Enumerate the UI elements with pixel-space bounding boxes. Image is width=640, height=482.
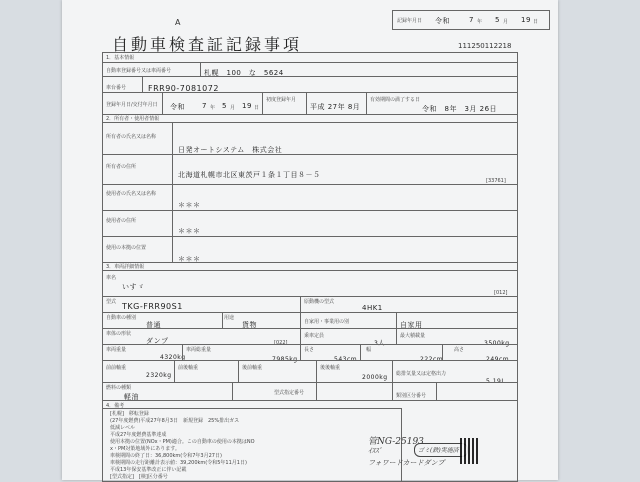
remark-line: 平成27年度燃費基準達成 <box>110 432 167 438</box>
displacement-value: 5.19L <box>486 378 506 385</box>
record-date-box: 記録年月日 令和 7 年 5 月 19 日 <box>392 10 550 30</box>
circled-handwritten-stamp: ゴミ(鉄)実施済 <box>414 443 468 457</box>
vin-label: 車台番号 <box>106 85 127 91</box>
maker-code: [012] <box>494 290 508 296</box>
length-value: 543cm <box>334 356 358 363</box>
remark-line: 低減レベル <box>110 425 136 431</box>
private-value: 自家用 <box>400 321 423 329</box>
kind-label: 自動車の種別 <box>106 315 137 321</box>
corner-mark: A <box>175 18 181 27</box>
serial-number: 111250112218 <box>458 42 512 50</box>
section-2-header: 2．所有者・使用者情報 <box>106 116 160 122</box>
fuel-label: 燃料の種類 <box>106 385 132 391</box>
maker-value: いすゞ <box>122 283 145 291</box>
user-name-value: ＊＊＊ <box>178 201 201 209</box>
document-title: 自動車検査証記録事項 <box>112 35 303 54</box>
first-registration-label: 初度登録年月 <box>266 97 297 103</box>
remark-line: x・PM対策地域外にあります。 <box>110 446 180 452</box>
user-name-label: 使用者の氏名又は名称 <box>106 191 157 197</box>
body-code: [022] <box>274 340 288 346</box>
remark-line: (27年度燃費)平成27年8月3日 新規登録 25%排出ガス <box>110 418 240 424</box>
owner-code: [33761] <box>486 178 506 184</box>
maxload-label: 最大積載量 <box>400 333 426 339</box>
valid-year: 7 <box>202 102 207 110</box>
maxload-value: 3500kg <box>484 340 510 347</box>
remark-line: 使用本拠の位置(NOx・PM)適合。この自動車の使用の本拠はNO <box>110 439 255 445</box>
section-4-header: 4．備考 <box>106 403 125 409</box>
model-label: 型式 <box>106 299 117 305</box>
height-value: 249cm <box>486 356 510 363</box>
first-registration-value: 平成 27年 8月 <box>310 103 361 111</box>
displacement-label: 総排気量又は定格出力 <box>396 371 447 377</box>
user-address-label: 使用者の住所 <box>106 218 137 224</box>
valid-period-label: 有効期間の満了する日 <box>370 97 421 103</box>
remark-line: 車検期間の終了日：36,800km(令和7年3月27日) <box>110 453 222 459</box>
base-location-label: 使用の本拠の位置 <box>106 245 147 251</box>
owner-address-value: 北海道札幌市北区東茨戸１条１丁目８－５ <box>178 171 321 179</box>
body-label: 車体の形状 <box>106 331 132 337</box>
user-address-value: ＊＊＊ <box>178 227 201 235</box>
height-label: 高さ <box>454 347 465 353</box>
owner-name-value: 日発オートシステム 株式会社 <box>178 146 283 154</box>
owner-address-label: 所有者の住所 <box>106 164 137 170</box>
rear-rear-axle-value: 2000kg <box>362 374 388 381</box>
capacity-value: 3人 <box>374 340 385 347</box>
valid-day: 19 <box>242 102 252 110</box>
owner-name-label: 所有者の氏名又は名称 <box>106 134 157 140</box>
type-number-label: 型式指定番号 <box>274 390 305 396</box>
qr-code <box>460 438 478 464</box>
width-label: 幅 <box>366 347 372 353</box>
capacity-label: 乗車定員 <box>304 333 325 339</box>
inspection-certificate-document: A 自動車検査証記録事項 記録年月日 令和 7 年 5 月 19 日 111250112218 1．基本情報 自動車登録番号又は車両番号 札幌 100 な 5624 車台番号 FRR90-7081072 登録年月日/交付年月日 令和 7 年 5 月 19 日 初度登録年月 平成 27年 8月 有効期間の満了する日 令和 8年 3月 26日 2．所有者・使用者情報 所有者の氏名又は名称 日発オートシステム 株式会社 所有者の住所 北海道札幌市北区東茨戸１条１丁目８－５ [33761] 使用者の氏名又は名称 ＊＊＊ 使用者の住所 ＊＊＊ 使用の本拠の位置 ＊＊＊ 3．車両詳細情報 車名 いすゞ [012] 型式 TKG-FRR90S1 原動機の型式 4HK1 自動車の種別 普通 用途 貨物 自家用・事業用の別 自家用 車体の形状 ダンプ [022] 乗車定員 3人 最大積載量 3500kg 車両重量 4320kg 車両総重量 7985kg 長さ 543cm 幅 222cm 高さ 249cm 前前軸重 2320kg 前後軸重 後前軸重 後後軸重 2000kg 総排気量又は定格出力 5.19L 燃料の種類 軽油 型式指定番号 類別区分番号 4．備考 [札幌] 移転登録 (27年度燃費)平成27年8月3日 新規登録 25%排出ガス 低減レベル 平成27年度燃費基準達成 使用本拠の位置(NOx・PM)適合。この自動車の使用の本拠はNO x・PM対策地域外にあります。 車検期間の終了日：36,800km(令和7年3月27日) 車検期間の走行距離計表示値：39,200km(令和5年11月1日) 平成13年保安基準改正に伴い記載 [型式指定] [検]区分番号 管NG-25193 ｲｽｽﾞ フォワードカードダンプ ゴミ(鉄)実施済 <box>62 0 558 480</box>
registration-number-label: 自動車登録番号又は車両番号 <box>106 68 172 74</box>
front-front-axle-value: 2320kg <box>146 372 172 379</box>
use-label: 用途 <box>224 315 235 321</box>
kind-value: 普通 <box>146 321 161 329</box>
section-1-header: 1．基本情報 <box>106 55 135 61</box>
gross-label: 車両総重量 <box>186 347 212 353</box>
registration-number-value: 札幌 100 な 5624 <box>204 69 284 77</box>
remark-line: 平成13年保安基準改正に伴い記載 <box>110 467 187 473</box>
vin-value: FRR90-7081072 <box>148 84 219 93</box>
remark-line: 車検期間の走行距離計表示値：39,200km(令和5年11月1日) <box>110 460 247 466</box>
class-number-label: 類別区分番号 <box>396 393 427 399</box>
valid-month: 5 <box>222 102 227 110</box>
body-value: ダンプ <box>146 337 169 345</box>
registration-date-label: 登録年月日/交付年月日 <box>106 102 158 108</box>
gross-value: 7985kg <box>272 356 298 363</box>
engine-value: 4HK1 <box>362 304 383 312</box>
length-label: 長さ <box>304 347 315 353</box>
rear-front-axle-label: 後前軸重 <box>242 365 263 371</box>
issue-date-value: 令和 8年 3月 26日 <box>422 105 498 113</box>
front-rear-axle-label: 前後軸重 <box>178 365 199 371</box>
weight-label: 車両重量 <box>106 347 127 353</box>
remark-line: [型式指定] [検]区分番号 <box>110 474 168 480</box>
section-3-header: 3．車両詳細情報 <box>106 264 145 270</box>
handwritten-note: ｲｽｽﾞ <box>368 447 382 455</box>
weight-value: 4320kg <box>160 354 186 361</box>
base-location-value: ＊＊＊ <box>178 255 201 263</box>
rear-rear-axle-label: 後後軸重 <box>320 365 341 371</box>
fuel-value: 軽油 <box>124 393 139 401</box>
private-label: 自家用・事業用の別 <box>304 319 350 325</box>
engine-label: 原動機の型式 <box>304 299 335 305</box>
front-front-axle-label: 前前軸重 <box>106 365 127 371</box>
use-value: 貨物 <box>242 321 257 329</box>
model-value: TKG-FRR90S1 <box>122 302 183 311</box>
maker-label: 車名 <box>106 275 117 281</box>
handwritten-note: フォワードカードダンプ <box>368 459 445 467</box>
width-value: 222cm <box>420 356 444 363</box>
valid-era: 令和 <box>170 103 185 111</box>
remark-line: [札幌] 移転登録 <box>110 411 149 417</box>
handwritten-note: 管NG-25193 <box>368 437 424 447</box>
